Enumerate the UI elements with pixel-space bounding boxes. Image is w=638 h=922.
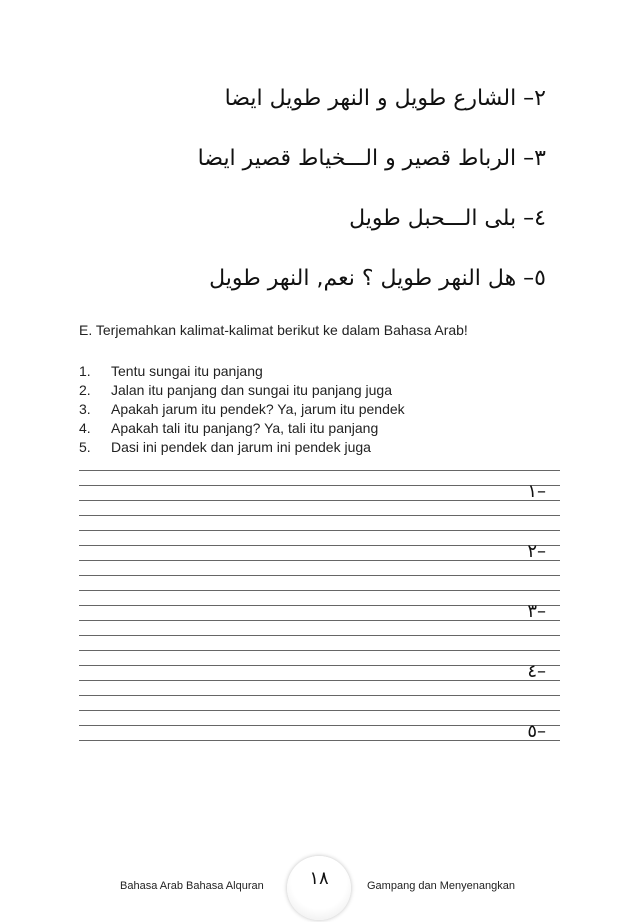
answer-label-2: ٢– (527, 541, 546, 562)
writing-line (79, 545, 560, 546)
item-text: Apakah jarum itu pendek? Ya, jarum itu pendek (111, 401, 405, 417)
answer-label-3: ٣– (527, 601, 546, 622)
list-item (79, 381, 405, 400)
writing-line (79, 620, 560, 621)
writing-line (79, 575, 560, 576)
arabic-sentence-4: ٤– بلى الـــحبل طويل (349, 206, 546, 231)
arabic-sentence-2: ٢– الشارع طويل و النهر طويل ايضا (224, 86, 546, 111)
footer-book-title: Bahasa Arab Bahasa Alquran (120, 880, 264, 892)
exercise-title: E. Terjemahkan kalimat-kalimat berikut ke dalam Bahasa Arab! (79, 322, 468, 338)
item-text: Dasi ini pendek dan jarum ini pendek juga (111, 439, 371, 455)
writing-line (79, 665, 560, 666)
writing-line (79, 605, 560, 606)
writing-line (79, 650, 560, 651)
list-item (79, 400, 405, 419)
writing-line (79, 470, 560, 471)
writing-line (79, 695, 560, 696)
writing-line (79, 485, 560, 486)
writing-line (79, 515, 560, 516)
item-text: Jalan itu panjang dan sungai itu panjang juga (111, 382, 393, 398)
writing-line (79, 590, 560, 591)
page-number-badge (287, 856, 351, 920)
item-number: 4. (79, 420, 91, 436)
list-item (79, 438, 405, 457)
answer-label-5: ٥– (527, 721, 546, 742)
list-item (79, 419, 405, 438)
footer-tagline: Gampang dan Menyenangkan (367, 880, 515, 892)
item-number: 2. (79, 382, 91, 398)
item-number: 5. (79, 439, 91, 455)
item-number: 3. (79, 401, 91, 417)
writing-line (79, 740, 560, 741)
page-number: ١٨ (309, 868, 329, 889)
answer-label-1: ١– (527, 481, 546, 502)
writing-line (79, 500, 560, 501)
writing-line (79, 530, 560, 531)
writing-line (79, 710, 560, 711)
item-text: Tentu sungai itu panjang (111, 363, 263, 379)
arabic-sentence-5: ٥– هل النهر طويل ؟ نعم, النهر طويل (209, 266, 546, 291)
writing-line (79, 560, 560, 561)
writing-line (79, 680, 560, 681)
writing-line (79, 635, 560, 636)
list-item (79, 362, 405, 381)
answer-label-4: ٤– (527, 661, 546, 682)
item-text: Apakah tali itu panjang? Ya, tali itu panjang (111, 420, 379, 436)
item-number: 1. (79, 363, 91, 379)
writing-line (79, 725, 560, 726)
exercise-list (79, 362, 405, 457)
arabic-sentence-3: ٣– الرباط قصير و الـــخياط قصير ايضا (197, 146, 546, 171)
